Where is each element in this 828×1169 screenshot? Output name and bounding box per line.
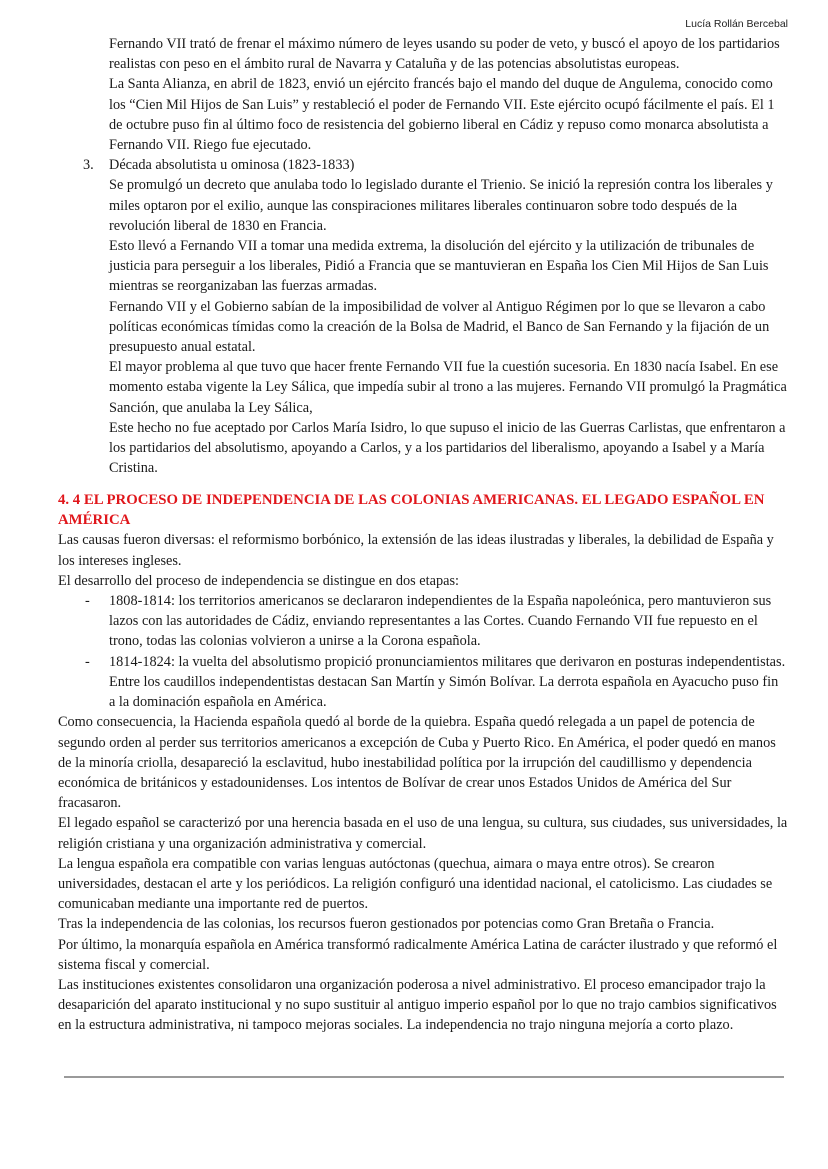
horizontal-rule	[64, 1076, 784, 1078]
paragraph: Por último, la monarquía española en América transformó radicalmente América Latina de carácter ilustrado y que reformó el sistema fiscal y comercial.	[58, 936, 778, 973]
paragraph: Tras la independencia de las colonias, los recursos fueron gestionados por potencias como Gran Bretaña o Francia.	[58, 916, 715, 933]
paragraph: El legado español se caracterizó por una herencia basada en el uso de una lengua, su cultura, sus ciudades, sus universidades, la religión cristiana y una organización administrativa y comercial.	[58, 815, 788, 852]
bullet-marker: -	[85, 653, 90, 670]
paragraph: Como consecuencia, la Hacienda española quedó al borde de la quiebra. España quedó relegada a un papel de potencia de segundo orden al perder sus territorios americanos a excepción de Cuba y Puerto Rico. En América, el poder quedó en manos de la minoría criolla, desapareció la esclavitud, hubo inestabilidad política por la irrupción del caudillismo y dependencia económica de británicos y estadounidenses. Los intentos de Bolívar de crear unos Estados Unidos de América del Sur fracasaron.	[58, 714, 776, 812]
paragraph: Se promulgó un decreto que anulaba todo lo legislado durante el Trienio. Se inició la represión contra los liberales y miles optaron por el exilio, aunque las conspiraciones militares liberales continuaron sobre todo después de la revolución liberal de 1830 en Francia.	[109, 177, 773, 234]
paragraph: Fernando VII y el Gobierno sabían de la imposibilidad de volver al Antiguo Régimen por lo que se llevaron a cabo políticas económicas tímidas como la creación de la Bolsa de Madrid, el Banco de San Fernando y la fijación de un presupuesto anual estatal.	[109, 298, 770, 356]
continued-block	[58, 34, 788, 155]
paragraph: El mayor problema al que tuvo que hacer frente Fernando VII fue la cuestión sucesoria. En 1830 nacía Isabel. En ese momento estaba vigente la Ley Sálica, que impedía subir al trono a las mujeres. Fernando VII promulgó la Pragmática Sanción, que anulaba la Ley Sálica,	[109, 359, 787, 416]
document-body	[58, 34, 788, 1036]
bullet-marker: -	[85, 593, 90, 610]
paragraph: Este hecho no fue aceptado por Carlos María Isidro, lo que supuso el inicio de las Guerras Carlistas, que enfrentaron a los partidarios del absolutismo, apoyando a Carlos, y a los partidarios del liberalismo, apoyando a Isabel y a María Cristina.	[109, 419, 786, 477]
paragraph: La Santa Alianza, en abril de 1823, envió un ejército francés bajo el mando del duque de Angulema, conocido como los “Cien Mil Hijos de San Luis” y restableció el poder de Fernando VII. Este ejército ocupó fácilmente el país. El 1 de octubre puso fin al último foco de resistencia del gobierno liberal en Cádiz y repuso como monarca absolutista a Fernando VII. Riego fue ejecutado.	[109, 76, 775, 154]
paragraph: La lengua española era compatible con varias lenguas autóctonas (quechua, aimara o maya entre otros). Se crearon universidades, destacan el arte y los periódicos. La religión configuró una identidad nacional, el catolicismo. Las ciudades se comunicaban mediante una importante red de puertos.	[58, 855, 773, 913]
bullet-text: 1808-1814: los territorios americanos se declararon independientes de la España napoleónica, pero mantuvieron sus lazos con las autoridades de Cádiz, enviando representantes a las Cortes. Cuando Fernando VII fue repuesto en el trono, todas las colonias volvieron a unirse a la Corona española.	[109, 593, 772, 650]
section-heading: 4. 4 EL PROCESO DE INDEPENDENCIA DE LAS COLONIAS AMERICANAS. EL LEGADO ESPAÑOL EN AMÉRICA	[58, 492, 765, 529]
paragraph: Esto llevó a Fernando VII a tomar una medida extrema, la disolución del ejército y la utilización de tribunales de justicia para perseguir a los liberales, Pidió a Francia que se mantuvieran en España los Cien Mil Hijos de San Luis mientras se reorganizaban las fuerzas armadas.	[109, 238, 769, 295]
page-header-author: Lucía Rollán Bercebal	[685, 18, 788, 30]
list-number: 3.	[83, 157, 94, 174]
bullet-text: 1814-1824: la vuelta del absolutismo propició pronunciamientos militares que derivaron en posturas independentistas. Entre los caudillos independentistas destacan San Martín y Simón Bolívar. La derrota española en Ayacucho puso fin a la dominación española en América.	[109, 653, 786, 711]
paragraph: El desarrollo del proceso de independencia se distingue en dos etapas:	[58, 572, 459, 589]
paragraph: Las instituciones existentes consolidaron una organización poderosa a nivel administrativo. El proceso emancipador trajo la desaparición del aparato institucional y no supo sustituir al antiguo imperio español por lo que no trajo cambios significativos en la estructura administrativa, ni tampoco mejoras sociales. La independencia no trajo ninguna mejoría a corto plazo.	[58, 976, 777, 1034]
bullet-item	[58, 591, 788, 652]
paragraph: Fernando VII trató de frenar el máximo número de leyes usando su poder de veto, y buscó el apoyo de los partidarios realistas con peso en el ámbito rural de Navarra y Cataluña y de las potencias absolutistas europeas.	[109, 36, 780, 73]
paragraph: Las causas fueron diversas: el reformismo borbónico, la extensión de las ideas ilustradas y liberales, la debilidad de España y los intereses ingleses.	[58, 532, 774, 569]
numbered-item	[58, 155, 788, 478]
numbered-item-title: Década absolutista u ominosa (1823-1833)	[109, 157, 355, 174]
bullet-item	[58, 652, 788, 713]
